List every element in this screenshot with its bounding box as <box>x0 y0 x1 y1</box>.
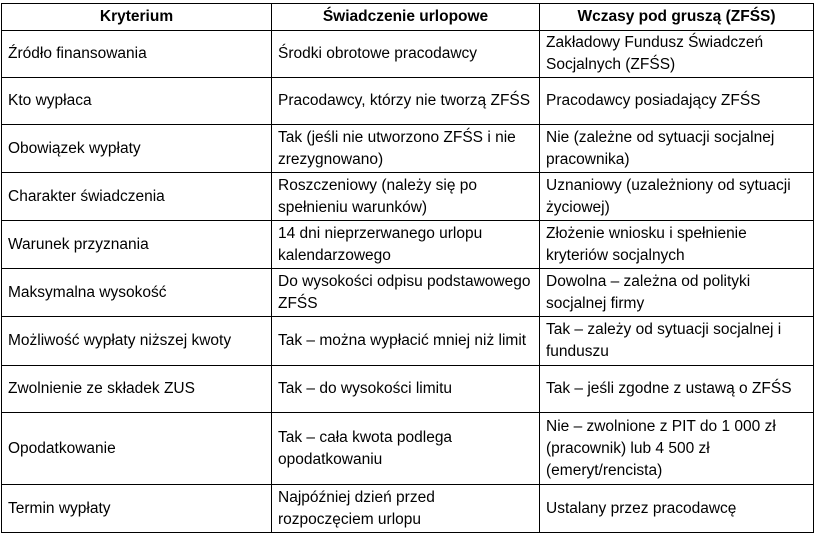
criterion-cell: Warunek przyznania <box>2 221 272 269</box>
criterion-cell: Opodatkowanie <box>2 413 272 485</box>
header-criterion: Kryterium <box>2 4 272 31</box>
holiday-benefit-cell: Roszczeniowy (należy się po spełnieniu warunków) <box>272 173 540 221</box>
criterion-cell: Charakter świadczenia <box>2 173 272 221</box>
zfss-cell: Tak – jeśli zgodne z ustawą o ZFŚS <box>540 366 814 413</box>
table-row <box>2 269 814 317</box>
holiday-benefit-cell: Tak – do wysokości limitu <box>272 366 540 413</box>
holiday-benefit-cell: Środki obrotowe pracodawcy <box>272 31 540 78</box>
header-holiday-benefit: Świadczenie urlopowe <box>272 4 540 31</box>
zfss-cell: Zakładowy Fundusz Świadczeń Socjalnych (ZFŚS) <box>540 31 814 78</box>
zfss-cell: Ustalany przez pracodawcę <box>540 485 814 533</box>
zfss-cell: Tak – zależy od sytuacji socjalnej i funduszu <box>540 317 814 366</box>
table-row <box>2 485 814 533</box>
holiday-benefit-cell: Do wysokości odpisu podstawowego ZFŚS <box>272 269 540 317</box>
table-header-row <box>2 4 814 31</box>
table-row <box>2 366 814 413</box>
holiday-benefit-cell: Najpóźniej dzień przed rozpoczęciem urlopu <box>272 485 540 533</box>
zfss-cell: Dowolna – zależna od polityki socjalnej firmy <box>540 269 814 317</box>
zfss-cell: Uznaniowy (uzależniony od sytuacji życiowej) <box>540 173 814 221</box>
holiday-benefit-cell: Pracodawcy, którzy nie tworzą ZFŚS <box>272 78 540 125</box>
zfss-cell: Pracodawcy posiadający ZFŚS <box>540 78 814 125</box>
criterion-cell: Możliwość wypłaty niższej kwoty <box>2 317 272 366</box>
table-row <box>2 78 814 125</box>
holiday-benefit-cell: Tak – można wypłacić mniej niż limit <box>272 317 540 366</box>
holiday-benefit-cell: 14 dni nieprzerwanego urlopu kalendarzowego <box>272 221 540 269</box>
comparison-table <box>1 3 814 533</box>
criterion-cell: Obowiązek wypłaty <box>2 125 272 173</box>
table-row <box>2 317 814 366</box>
holiday-benefit-cell: Tak – cała kwota podlega opodatkowaniu <box>272 413 540 485</box>
table-row <box>2 221 814 269</box>
zfss-cell: Nie (zależne od sytuacji socjalnej pracownika) <box>540 125 814 173</box>
criterion-cell: Kto wypłaca <box>2 78 272 125</box>
zfss-cell: Nie – zwolnione z PIT do 1 000 zł (pracownik) lub 4 500 zł (emeryt/rencista) <box>540 413 814 485</box>
criterion-cell: Maksymalna wysokość <box>2 269 272 317</box>
table-row <box>2 173 814 221</box>
holiday-benefit-cell: Tak (jeśli nie utworzono ZFŚS i nie zrezygnowano) <box>272 125 540 173</box>
table-row <box>2 125 814 173</box>
table-row <box>2 31 814 78</box>
table-row <box>2 413 814 485</box>
criterion-cell: Źródło finansowania <box>2 31 272 78</box>
criterion-cell: Zwolnienie ze składek ZUS <box>2 366 272 413</box>
zfss-cell: Złożenie wniosku i spełnienie kryteriów socjalnych <box>540 221 814 269</box>
header-pear-tree-holidays: Wczasy pod gruszą (ZFŚS) <box>540 4 814 31</box>
criterion-cell: Termin wypłaty <box>2 485 272 533</box>
